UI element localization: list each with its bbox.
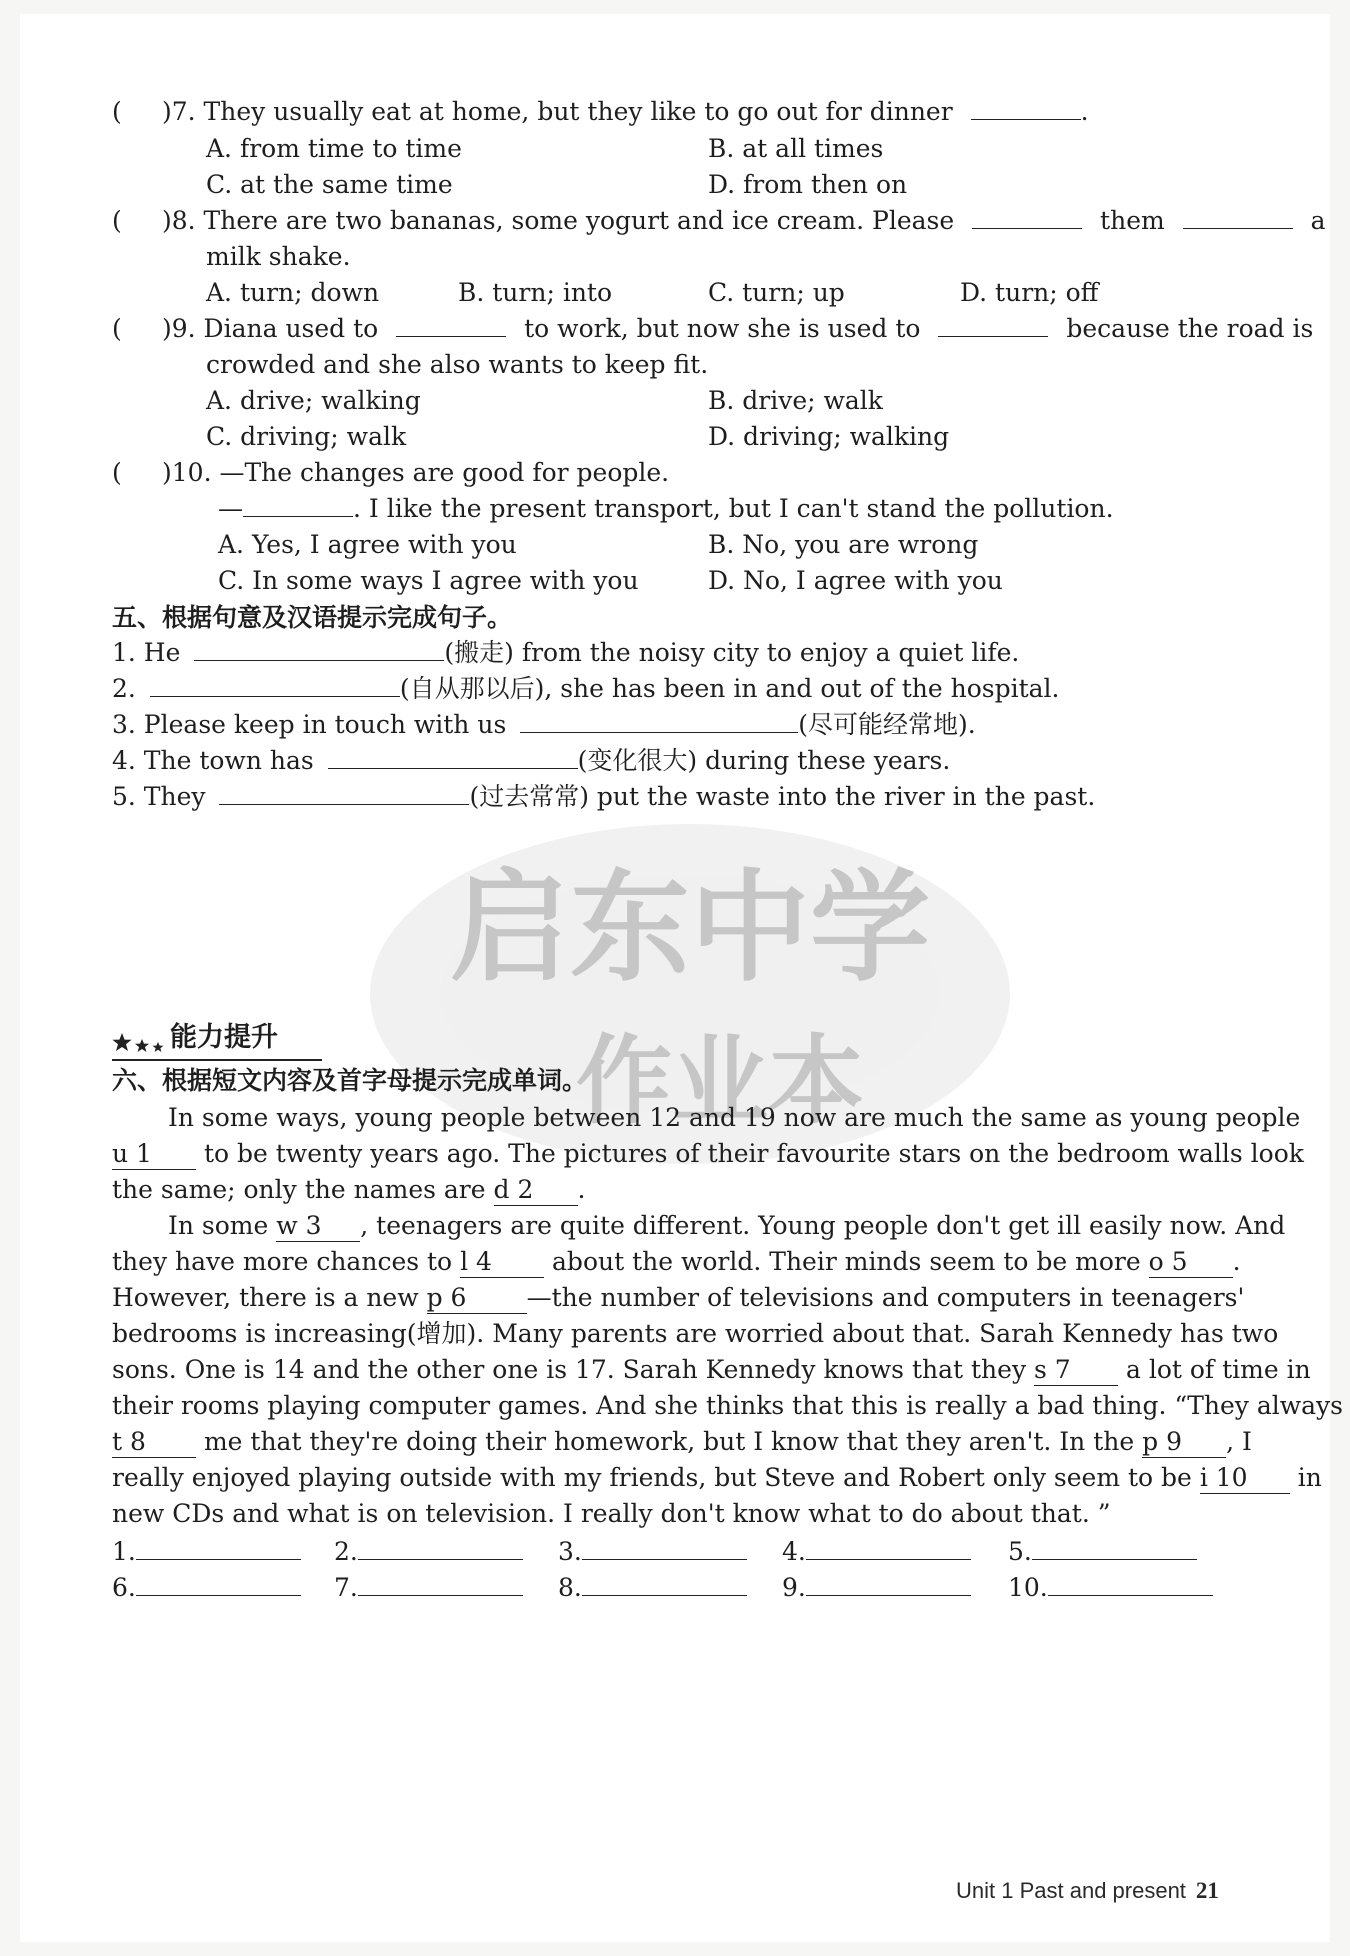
q10-option-b: B. No, you are wrong [708, 530, 979, 559]
q8-blank-2[interactable] [1183, 204, 1293, 229]
answer-10: 10. [1008, 1571, 1213, 1605]
q8-stem: )8. There are two bananas, some yogurt and ice cream. Please them a [162, 206, 1326, 235]
passage-p2-line6: their rooms playing computer games. And she thinks that this is really a bad thing. “They always [112, 1391, 1344, 1420]
passage-p2-line1: In some w 3 , teenagers are quite different. Young people don't get ill easily now. And [168, 1211, 1286, 1240]
section-tag-underline [112, 1059, 322, 1061]
q10-paren: ( [112, 458, 122, 487]
answer-6: 6. [112, 1571, 301, 1605]
q8-blank-1[interactable] [972, 204, 1082, 229]
passage-p1-line2: u 1 to be twenty years ago. The pictures of their favourite stars on the bedroom walls look [112, 1139, 1304, 1168]
answer-blank-2[interactable] [358, 1535, 523, 1560]
s5-blank-3[interactable] [520, 708, 798, 733]
s5-blank-2[interactable] [150, 672, 400, 697]
answer-7: 7. [334, 1571, 523, 1605]
q8-paren: ( [112, 206, 122, 235]
q7-option-b: B. at all times [708, 134, 884, 163]
s5-sentence-1: 1. He (搬走) from the noisy city to enjoy a quiet life. [112, 638, 1020, 667]
q9-paren: ( [112, 314, 122, 343]
passage-p2-line7: t 8 me that they're doing their homework, but I know that they aren't. In the p 9 , I [112, 1427, 1252, 1456]
s5-blank-1[interactable] [194, 636, 444, 661]
q10-blank[interactable] [243, 492, 353, 517]
answer-8: 8. [558, 1571, 747, 1605]
s5-blank-5[interactable] [219, 780, 469, 805]
q7-blank[interactable] [971, 95, 1081, 120]
q7-paren: ( [112, 97, 122, 126]
q8-option-c: C. turn; up [708, 278, 845, 307]
q7-stem: )7. They usually eat at home, but they like to go out for dinner . [162, 97, 1089, 126]
answer-4: 4. [782, 1535, 971, 1569]
answer-5: 5. [1008, 1535, 1197, 1569]
s5-sentence-4: 4. The town has (变化很大) during these years. [112, 746, 951, 775]
passage-p1-line3: the same; only the names are d 2 . [112, 1175, 586, 1204]
watermark-line1: 启东中学 [450, 857, 930, 998]
s5-sentence-5: 5. They (过去常常) put the waste into the river in the past. [112, 782, 1096, 811]
passage-p2-line9: new CDs and what is on television. I really don't know what to do about that. ” [112, 1499, 1111, 1528]
answer-blank-8[interactable] [582, 1571, 747, 1596]
q10-reply: — . I like the present transport, but I can't stand the pollution. [218, 494, 1114, 523]
q9-option-d: D. driving; walking [708, 422, 950, 451]
page-footer [956, 1876, 1219, 1906]
q9-option-c: C. driving; walk [206, 422, 407, 451]
q10-option-a: A. Yes, I agree with you [218, 530, 517, 559]
q8-stem-line2: milk shake. [206, 242, 351, 271]
passage-p2-line2: they have more chances to l 4 about the world. Their minds seem to be more o 5 . [112, 1247, 1241, 1276]
q10-option-c: C. In some ways I agree with you [218, 566, 639, 595]
worksheet [20, 14, 1344, 1942]
passage-blank-5[interactable]: o 5 [1149, 1247, 1233, 1278]
passage-blank-6[interactable]: p 6 [427, 1283, 527, 1314]
footer-unit: Unit 1 Past and present [956, 1878, 1186, 1903]
answer-1: 1. [112, 1535, 301, 1569]
stars-icon [112, 1031, 166, 1057]
q9-option-a: A. drive; walking [206, 386, 421, 415]
q9-stem-line2: crowded and she also wants to keep fit. [206, 350, 709, 379]
passage-blank-4[interactable]: l 4 [460, 1247, 544, 1278]
section6-heading: 六、根据短文内容及首字母提示完成单词。 [112, 1066, 588, 1095]
answer-blank-9[interactable] [806, 1571, 971, 1596]
section-tag-label: 能力提升 [170, 1022, 278, 1053]
q7-option-c: C. at the same time [206, 170, 453, 199]
q10-stem: )10. —The changes are good for people. [162, 458, 670, 487]
passage-blank-9[interactable]: p 9 [1142, 1427, 1226, 1458]
s5-sentence-3: 3. Please keep in touch with us (尽可能经常地). [112, 710, 976, 739]
q8-option-a: A. turn; down [206, 278, 380, 307]
answer-blank-6[interactable] [136, 1571, 301, 1596]
answer-blank-5[interactable] [1032, 1535, 1197, 1560]
answer-blank-10[interactable] [1048, 1571, 1213, 1596]
q8-option-b: B. turn; into [458, 278, 613, 307]
answer-3: 3. [558, 1535, 747, 1569]
section-tag [112, 1019, 322, 1063]
page-number: 21 [1195, 1878, 1219, 1903]
answer-9: 9. [782, 1571, 971, 1605]
answer-blank-4[interactable] [806, 1535, 971, 1560]
passage-p2-line3: However, there is a new p 6 —the number of televisions and computers in teenagers' [112, 1283, 1245, 1312]
section5-heading: 五、根据句意及汉语提示完成句子。 [112, 603, 513, 632]
passage-blank-2[interactable]: d 2 [494, 1175, 578, 1206]
s5-blank-4[interactable] [328, 744, 578, 769]
q7-option-a: A. from time to time [206, 134, 462, 163]
answer-2: 2. [334, 1535, 523, 1569]
passage-blank-8[interactable]: t 8 [112, 1427, 196, 1458]
passage-blank-3[interactable]: w 3 [276, 1211, 360, 1242]
q9-stem: )9. Diana used to to work, but now she is used to because the road is [162, 314, 1314, 343]
watermark-line2: 作业本 [576, 1024, 864, 1137]
passage-blank-10[interactable]: i 10 [1200, 1463, 1290, 1494]
passage-blank-7[interactable]: s 7 [1034, 1355, 1118, 1386]
q10-option-d: D. No, I agree with you [708, 566, 1003, 595]
passage-blank-1[interactable]: u 1 [112, 1139, 196, 1170]
passage-p2-line4: bedrooms is increasing(增加). Many parents are worried about that. Sarah Kennedy has two [112, 1319, 1279, 1348]
answer-blank-1[interactable] [136, 1535, 301, 1560]
passage-p1-line1: In some ways, young people between 12 and 19 now are much the same as young people [168, 1103, 1301, 1132]
q8-option-d: D. turn; off [960, 278, 1099, 307]
q9-blank-1[interactable] [396, 312, 506, 337]
s5-sentence-2: 2. (自从那以后), she has been in and out of the hospital. [112, 674, 1060, 703]
q9-blank-2[interactable] [938, 312, 1048, 337]
answer-blank-7[interactable] [358, 1571, 523, 1596]
q7-option-d: D. from then on [708, 170, 908, 199]
passage-p2-line5: sons. One is 14 and the other one is 17. Sarah Kennedy knows that they s 7 a lot of time in [112, 1355, 1311, 1384]
passage-p2-line8: really enjoyed playing outside with my friends, but Steve and Robert only seem to be i 10 in [112, 1463, 1322, 1492]
answer-blank-3[interactable] [582, 1535, 747, 1560]
q9-option-b: B. drive; walk [708, 386, 883, 415]
